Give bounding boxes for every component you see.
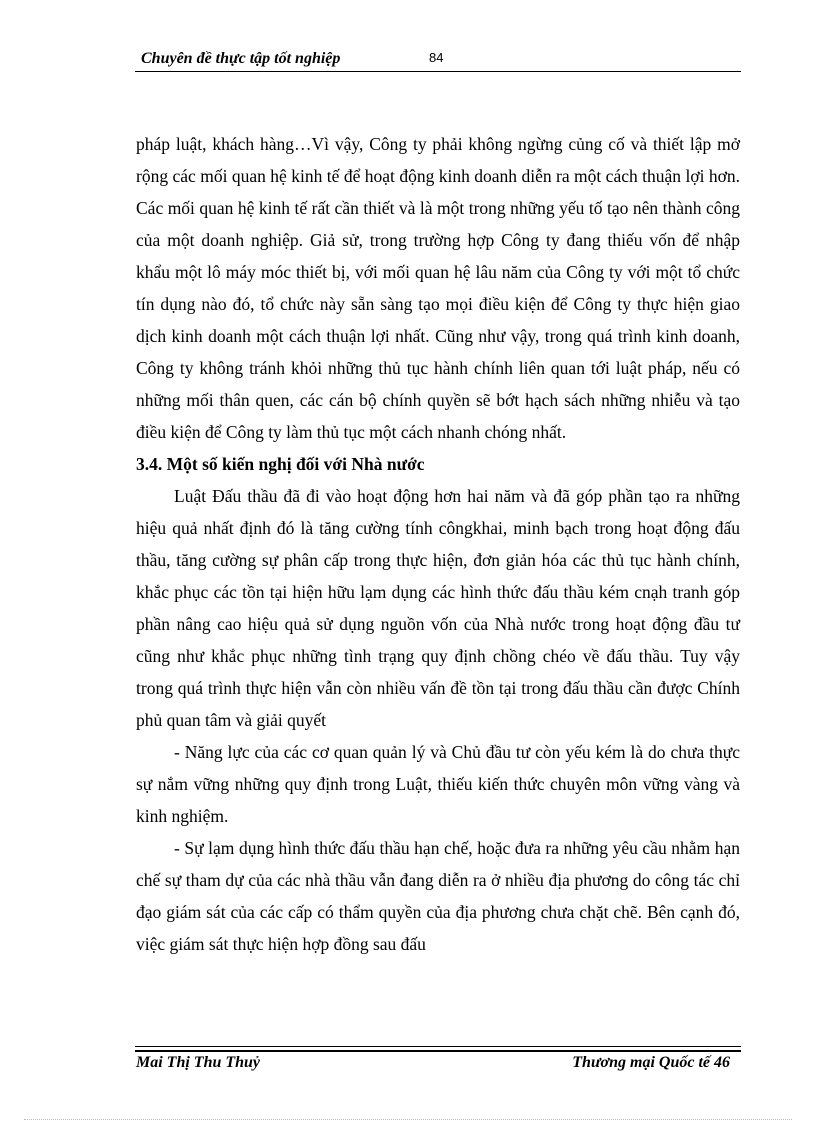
header-title: Chuyên đề thực tập tốt nghiệp bbox=[141, 50, 341, 67]
footer-class: Thương mại Quốc tế 46 bbox=[572, 1054, 730, 1071]
page-edge-divider bbox=[24, 1119, 792, 1120]
page-number: 84 bbox=[429, 50, 444, 65]
paragraph-3: - Năng lực của các cơ quan quản lý và Chủ đầu tư còn yếu kém là do chưa thực sự nắm vững những quy định trong Luật, thiếu kiến thức chuyên môn vững vàng và kinh nghiệm. bbox=[136, 742, 740, 826]
footer-author: Mai Thị Thu Thuỷ bbox=[136, 1054, 261, 1071]
footer-divider-thin bbox=[135, 1046, 741, 1047]
page-header bbox=[135, 46, 741, 70]
paragraph-4: - Sự lạm dụng hình thức đấu thầu hạn chế, hoặc đưa ra những yêu cầu nhằm hạn chế sự tham dự của các nhà thầu vẫn đang diễn ra ở nhiều địa phương do công tác chỉ đạo giám sát của các cấp có thẩm quyền của địa phương chưa chặt chẽ. Bên cạnh đó, việc giám sát thực hiện hợp đồng sau đấu bbox=[136, 838, 740, 954]
paragraph-1: pháp luật, khách hàng…Vì vậy, Công ty phải không ngừng củng cố và thiết lập mở rộng các mối quan hệ kinh tế để hoạt động kinh doanh diễn ra một cách thuận lợi hơn. Các mối quan hệ kinh tế rất cần thiết và là một trong những yếu tố tạo nên thành công của một doanh nghiệp. Giả sử, trong trường hợp Công ty đang thiếu vốn để nhập khẩu một lô máy móc thiết bị, với mối quan hệ lâu năm của Công ty với một tổ chức tín dụng nào đó, tổ chức này sẵn sàng tạo mọi điều kiện để Công ty thực hiện giao dịch kinh doanh một cách thuận lợi nhất. Cũng như vậy, trong quá trình kinh doanh, Công ty không tránh khỏi những thủ tục hành chính liên quan tới luật pháp, nếu có những mối thân quen, các cán bộ chính quyền sẽ bớt hạch sách những nhiễu và tạo điều kiện để Công ty làm thủ tục một cách nhanh chóng nhất. bbox=[136, 134, 740, 442]
paragraph-2: Luật Đấu thầu đã đi vào hoạt động hơn hai năm và đã góp phần tạo ra những hiệu quả nhất định đó là tăng cường tính côngkhai, minh bạch trong hoạt động đấu thầu, tăng cường sự phân cấp trong thực hiện, đơn giản hóa các thủ tục hành chính, khắc phục các tồn tại hiện hữu lạm dụng các hình thức đấu thầu kém cnạh tranh góp phần nâng cao hiệu quả sử dụng nguồn vốn của Nhà nước trong hoạt động đầu tư cũng như khắc phục những tình trạng quy định chồng chéo về đấu thầu. Tuy vậy trong quá trình thực hiện vẫn còn nhiều vấn đề tồn tại trong đấu thầu cần được Chính phủ quan tâm và giải quyết bbox=[136, 486, 740, 730]
document-body bbox=[136, 128, 740, 960]
header-divider bbox=[135, 71, 741, 72]
footer-divider-thick bbox=[135, 1050, 741, 1052]
section-heading: 3.4. Một số kiến nghị đối với Nhà nước bbox=[136, 454, 425, 474]
